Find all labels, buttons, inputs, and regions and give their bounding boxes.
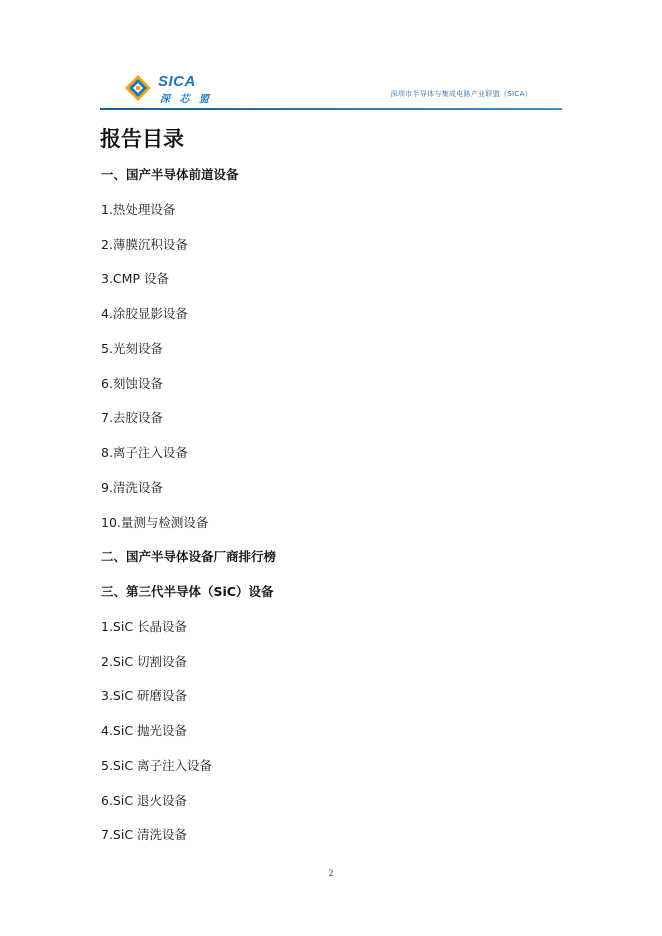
- page-title: 报告目录: [100, 127, 184, 151]
- toc-item: 2.薄膜沉积设备: [101, 236, 188, 252]
- toc-item: 1.热处理设备: [101, 201, 176, 217]
- sica-logo: [124, 72, 224, 104]
- toc-item: 10.量测与检测设备: [101, 514, 209, 530]
- toc-item: 4.SiC 抛光设备: [101, 723, 188, 738]
- toc-item: 6.刻蚀设备: [101, 375, 163, 391]
- toc-item: 4.涂胶显影设备: [101, 306, 188, 321]
- toc-section-heading: 一、国产半导体前道设备: [101, 167, 239, 182]
- toc-item: 6.SiC 退火设备: [101, 792, 188, 808]
- toc-item: 5.SiC 离子注入设备: [101, 757, 213, 773]
- toc-item: 7.去胶设备: [101, 410, 163, 426]
- header-divider: [100, 108, 562, 110]
- page-header: [100, 62, 562, 112]
- toc-item: 5.光刻设备: [101, 340, 163, 356]
- toc-item: 3.CMP 设备: [101, 271, 169, 287]
- toc-item: 8.离子注入设备: [101, 445, 188, 460]
- page-number: 2: [328, 868, 334, 878]
- toc-item: 1.SiC 长晶设备: [101, 618, 188, 634]
- toc-item: 9.清洗设备: [101, 479, 163, 495]
- toc-item: 7.SiC 清洗设备: [101, 827, 188, 843]
- logo-cn-text: 深 芯 盟: [160, 94, 212, 105]
- toc-section-heading: 二、国产半导体设备厂商排行榜: [101, 549, 277, 565]
- sica-logo-icon: [124, 74, 152, 102]
- toc-item: 2.SiC 切割设备: [101, 653, 188, 669]
- toc-section-heading: 三、第三代半导体（SiC）设备: [101, 584, 274, 599]
- logo-text: SICA: [158, 73, 196, 90]
- header-org-name: 深圳市半导体与集成电路产业联盟（SICA）: [390, 90, 532, 98]
- toc-item: 3.SiC 研磨设备: [101, 688, 188, 704]
